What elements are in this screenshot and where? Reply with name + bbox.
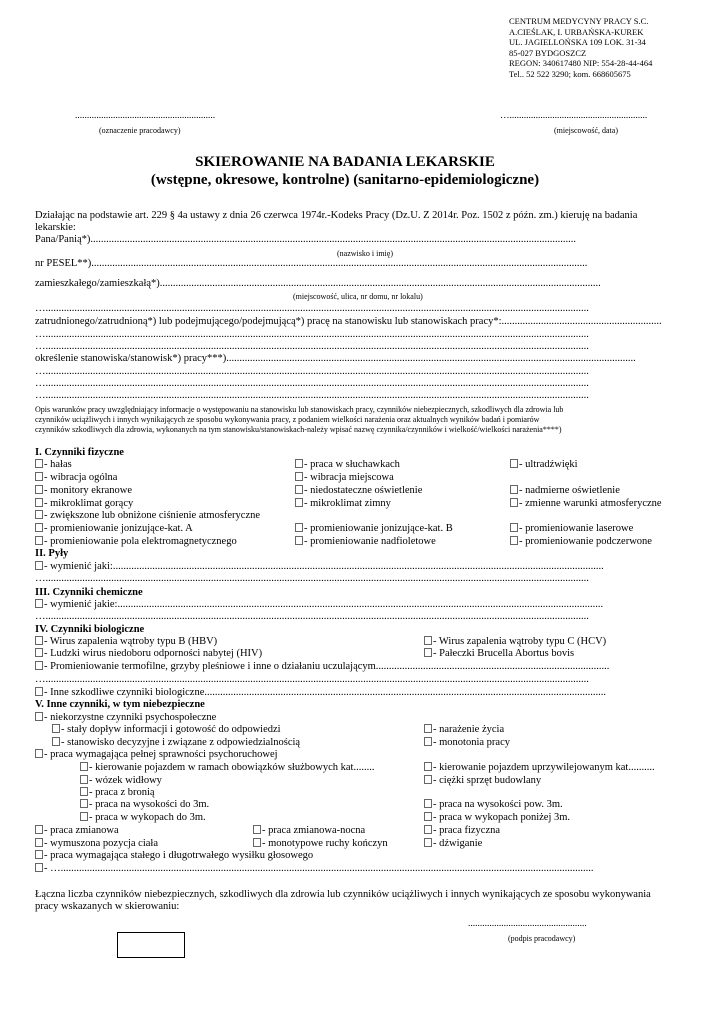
checkbox-icon[interactable] — [424, 724, 432, 733]
header-line: UL. JAGIELLOŃSKA 109 LOK. 31-34 — [509, 37, 646, 47]
employer-field[interactable]: ........................................................... — [75, 111, 216, 121]
checkbox-icon[interactable] — [35, 599, 43, 608]
dots-line[interactable]: …............................................................................................................................................................................................................... — [35, 329, 589, 340]
checkbox-icon[interactable] — [424, 636, 432, 645]
checkbox-item[interactable]: - Wirus zapalenia wątroby typu B (HBV) — [35, 636, 217, 648]
checkbox-icon[interactable] — [295, 498, 303, 507]
section-heading: III. Czynniki chemiczne — [35, 587, 143, 598]
checkbox-item[interactable]: - ultradźwięki — [510, 459, 578, 471]
section-heading: IV. Czynniki biologiczne — [35, 624, 145, 635]
checkbox-item[interactable]: - monotonia pracy — [424, 737, 510, 749]
description-line: czynników uciążliwych i innych wynikających ze sposobu wykonywania pracy, z podaniem wielkości narażenia oraz aktualnych wyników badań i pomiarów — [35, 415, 540, 424]
dots-line[interactable]: …............................................................................................................................................................................................................... — [35, 303, 589, 314]
checkbox-icon[interactable] — [35, 459, 43, 468]
checkbox-icon[interactable] — [35, 523, 43, 532]
employer-label: (oznaczenie pracodawcy) — [99, 126, 181, 135]
checkbox-item[interactable]: - praca z bronią — [80, 787, 155, 799]
factor-count-box[interactable] — [117, 932, 185, 958]
checkbox-icon[interactable] — [35, 648, 43, 657]
checkbox-icon[interactable] — [35, 536, 43, 545]
checkbox-icon[interactable] — [35, 561, 43, 570]
checkbox-item[interactable]: - promieniowanie laserowe — [510, 523, 633, 535]
signature-label: (podpis pracodawcy) — [508, 934, 576, 943]
checkbox-item[interactable]: - zmienne warunki atmosferyczne — [510, 498, 662, 510]
checkbox-item[interactable]: - wózek widłowy — [80, 775, 162, 787]
checkbox-item[interactable]: - dźwiganie — [424, 838, 482, 850]
checkbox-icon[interactable] — [424, 762, 432, 771]
checkbox-icon[interactable] — [35, 850, 43, 859]
checkbox-icon[interactable] — [295, 472, 303, 481]
checkbox-item[interactable]: - kierowanie pojazdem uprzywilejowanym kat.......... — [424, 762, 655, 774]
summary-line: pracy wskazanych w skierowaniu: — [35, 901, 180, 912]
checkbox-item[interactable]: - …........................................................................................................................................................................................................... — [35, 863, 594, 875]
checkbox-icon[interactable] — [35, 485, 43, 494]
checkbox-item[interactable]: - monitory ekranowe — [35, 485, 132, 497]
checkbox-icon[interactable] — [424, 825, 432, 834]
checkbox-icon[interactable] — [253, 838, 261, 847]
header-line: CENTRUM MEDYCYNY PRACY S.C. — [509, 16, 649, 26]
checkbox-icon[interactable] — [424, 812, 432, 821]
name-label: (nazwisko i imię) — [337, 249, 393, 258]
checkbox-icon[interactable] — [295, 485, 303, 494]
checkbox-item[interactable]: - praca na wysokości pow. 3m. — [424, 799, 563, 811]
checkbox-item[interactable]: - hałas — [35, 459, 72, 471]
header-line: A.CIEŚLAK, I. URBAŃSKA-KUREK — [509, 26, 644, 37]
checkbox-icon[interactable] — [424, 775, 432, 784]
checkbox-icon[interactable] — [80, 762, 88, 771]
dots-line[interactable]: …............................................................................................................................................................................................................... — [35, 378, 589, 389]
checkbox-icon[interactable] — [35, 863, 43, 872]
checkbox-icon[interactable] — [80, 775, 88, 784]
checkbox-item[interactable]: - niedostateczne oświetlenie — [295, 485, 422, 497]
checkbox-item[interactable]: - mikroklimat gorący — [35, 498, 133, 510]
header-line: Tel.. 52 522 3290; kom. 668605675 — [509, 68, 631, 79]
checkbox-icon[interactable] — [80, 787, 88, 796]
checkbox-item[interactable]: - zwiększone lub obniżone ciśnienie atmosferyczne — [35, 510, 260, 522]
dots-line[interactable]: …............................................................................................................................................................................................................... — [35, 573, 589, 584]
description-line: Opis warunków pracy uwzględniający informacje o występowaniu na stanowisku lub stanowiskach pracy, czynników niebezpiecznych, szkodliwych dla zdrowia lub — [35, 405, 564, 414]
checkbox-item[interactable]: - wibracja ogólna — [35, 472, 117, 484]
checkbox-icon[interactable] — [510, 485, 518, 494]
checkbox-item[interactable]: - praca wymagająca pełnej sprawności psychoruchowej — [35, 749, 278, 761]
header-line: REGON: 340617480 NIP: 554-28-44-464 — [509, 58, 653, 68]
checkbox-item[interactable]: - wymienić jakie:......................................................................................................................................................................................... — [35, 599, 603, 611]
checkbox-item[interactable]: - praca w wykopach do 3m. — [80, 812, 206, 824]
place-date-label: (miejscowość, data) — [554, 126, 618, 135]
checkbox-item[interactable]: - kierowanie pojazdem w ramach obowiązków służbowych kat........ — [80, 762, 374, 774]
position-field[interactable]: określenie stanowiska/stanowisk*) pracy***)............................................................................................................................................................ — [35, 353, 636, 364]
checkbox-item[interactable]: - Wirus zapalenia wątroby typu C (HCV) — [424, 636, 606, 648]
checkbox-icon[interactable] — [35, 712, 43, 721]
checkbox-item[interactable]: - wymienić jaki:........................................................................................................................................................................................... — [35, 561, 604, 573]
checkbox-icon[interactable] — [510, 459, 518, 468]
checkbox-item[interactable]: - ciężki sprzęt budowlany — [424, 775, 541, 787]
checkbox-item[interactable]: - Promieniowanie termofilne, grzyby pleśniowe i inne o działaniu uczulającym......................................................................................... — [35, 661, 609, 673]
checkbox-icon[interactable] — [35, 636, 43, 645]
checkbox-item[interactable]: - praca na wysokości do 3m. — [80, 799, 209, 811]
signature-field[interactable]: .................................................. — [468, 919, 587, 929]
checkbox-item[interactable]: - praca wymagająca stałego i długotrwałego wysiłku głosowego — [35, 850, 313, 862]
checkbox-item[interactable]: - praca w wykopach poniżej 3m. — [424, 812, 570, 824]
checkbox-item[interactable]: - narażenie życia — [424, 724, 504, 736]
address-field[interactable]: zamieszkałego/zamieszkałą*)........................................................................................................................................................................ — [35, 278, 601, 289]
checkbox-item[interactable]: - niekorzystne czynniki psychospołeczne — [35, 712, 216, 724]
checkbox-icon[interactable] — [35, 825, 43, 834]
address-label: (miejscowość, ulica, nr domu, nr lokalu) — [293, 292, 423, 301]
checkbox-item[interactable]: - praca zmianowa — [35, 825, 119, 837]
checkbox-icon[interactable] — [510, 498, 518, 507]
checkbox-icon[interactable] — [35, 687, 43, 696]
dots-line[interactable]: …............................................................................................................................................................................................................... — [35, 611, 589, 622]
checkbox-icon[interactable] — [35, 661, 43, 670]
checkbox-item[interactable]: - stały dopływ informacji i gotowość do odpowiedzi — [52, 724, 281, 736]
checkbox-icon[interactable] — [295, 523, 303, 532]
checkbox-item[interactable]: - Inne szkodliwe czynniki biologiczne......................................................................................................................................................... — [35, 687, 606, 699]
place-date-field[interactable]: ….......................................................... — [500, 111, 648, 121]
checkbox-icon[interactable] — [35, 498, 43, 507]
document-subtitle: (wstępne, okresowe, kontrolne) (sanitarno-epidemiologiczne) — [150, 172, 540, 188]
checkbox-item[interactable]: - promieniowanie podczerwone — [510, 536, 652, 548]
section-heading: V. Inne czynniki, w tym niebezpieczne — [35, 699, 205, 710]
checkbox-icon[interactable] — [52, 737, 60, 746]
checkbox-item[interactable]: - promieniowanie jonizujące-kat. A — [35, 523, 193, 535]
clinic-header — [509, 16, 652, 79]
checkbox-icon[interactable] — [35, 838, 43, 847]
section-heading: II. Pyły — [35, 548, 69, 559]
intro-line: lekarskie: — [35, 222, 76, 233]
checkbox-item[interactable]: - Pałeczki Brucella Abortus bovis — [424, 648, 574, 660]
document-title: SKIEROWANIE NA BADANIA LEKARSKIE — [195, 154, 495, 170]
dots-line[interactable]: …............................................................................................................................................................................................................... — [35, 674, 589, 685]
header-line: 85-027 BYDGOSZCZ — [509, 47, 587, 58]
checkbox-item[interactable]: - stanowisko decyzyjne i związane z odpowiedzialnością — [52, 737, 300, 749]
checkbox-item[interactable]: - promieniowanie jonizujące-kat. B — [295, 523, 453, 535]
checkbox-icon[interactable] — [295, 536, 303, 545]
checkbox-icon[interactable] — [35, 510, 43, 519]
checkbox-item[interactable]: - praca fizyczna — [424, 825, 500, 837]
checkbox-icon[interactable] — [253, 825, 261, 834]
checkbox-icon[interactable] — [424, 799, 432, 808]
checkbox-item[interactable]: - nadmierne oświetlenie — [510, 485, 620, 497]
checkbox-item[interactable]: - monotypowe ruchy kończyn — [253, 838, 388, 850]
checkbox-icon[interactable] — [510, 536, 518, 545]
checkbox-item[interactable]: - wymuszona pozycja ciała — [35, 838, 158, 850]
checkbox-item[interactable]: - Ludzki wirus niedoboru odporności nabytej (HIV) — [35, 648, 262, 660]
checkbox-icon[interactable] — [35, 749, 43, 758]
intro-line: Działając na podstawie art. 229 § 4a ustawy z dnia 26 czerwca 1974r.-Kodeks Pracy (Dz.U. Z 2014r. Poz. 1502 z późn. zm.) kieruję na badania — [35, 210, 638, 221]
employment-field[interactable]: zatrudnionego/zatrudnioną*) lub podejmującego/podejmującą*) pracę na stanowisku lub stanowiskach pracy*:............................................................. — [35, 316, 662, 327]
checkbox-icon[interactable] — [80, 799, 88, 808]
checkbox-icon[interactable] — [80, 812, 88, 821]
checkbox-icon[interactable] — [35, 472, 43, 481]
checkbox-item[interactable]: - promieniowanie nadfioletowe — [295, 536, 436, 548]
checkbox-icon[interactable] — [295, 459, 303, 468]
name-field[interactable]: Pana/Panią*)......................................................................................................................................................................................... — [35, 234, 577, 245]
checkbox-item[interactable]: - praca w słuchawkach — [295, 459, 400, 471]
checkbox-item[interactable]: - wibracja miejscowa — [295, 472, 394, 484]
checkbox-icon[interactable] — [424, 737, 432, 746]
dots-line[interactable]: …............................................................................................................................................................................................................... — [35, 390, 589, 401]
checkbox-item[interactable]: - mikroklimat zimny — [295, 498, 391, 510]
checkbox-icon[interactable] — [510, 523, 518, 532]
checkbox-item[interactable]: - praca zmianowa-nocna — [253, 825, 365, 837]
checkbox-icon[interactable] — [424, 838, 432, 847]
pesel-field[interactable]: nr PESEL**)............................................................................................................................................................................................. — [35, 258, 588, 269]
summary-line: Łączna liczba czynników niebezpiecznych, szkodliwych dla zdrowia lub czynników uciążliwych i innych wynikających ze sposobu wykonywania — [35, 889, 651, 900]
checkbox-icon[interactable] — [424, 648, 432, 657]
dots-line[interactable]: …............................................................................................................................................................................................................... — [35, 366, 589, 377]
checkbox-icon[interactable] — [52, 724, 60, 733]
description-line: czynników szkodliwych dla zdrowia, wykonanych na tym stanowisku/stanowiskach-należy wpisać nazwę czynnika/czynników i wielkość/wielkości narażenia****) — [35, 425, 562, 434]
section-heading: I. Czynniki fizyczne — [35, 447, 124, 458]
dots-line[interactable]: …............................................................................................................................................................................................................... — [35, 341, 589, 352]
checkbox-item[interactable]: - promieniowanie pola elektromagnetycznego — [35, 536, 237, 548]
